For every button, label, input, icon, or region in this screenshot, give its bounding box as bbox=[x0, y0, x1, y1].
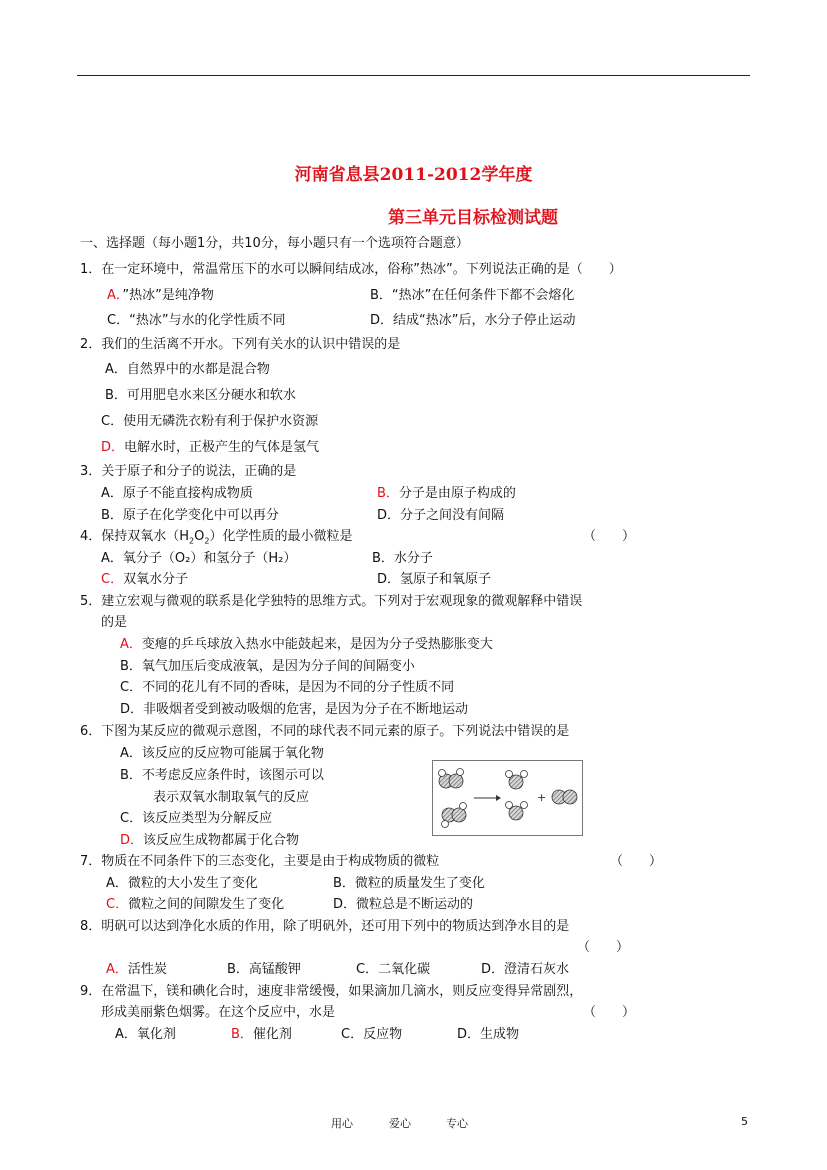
option-text: 原子在化学变化中可以再分 bbox=[122, 508, 279, 523]
question-1-option-c[interactable] bbox=[107, 313, 286, 329]
option-text: 水分子 bbox=[393, 551, 433, 566]
option-letter: A． bbox=[106, 962, 128, 977]
answer-parentheses: （ ） bbox=[583, 1005, 636, 1020]
option-text: 双氧水分子 bbox=[123, 572, 189, 587]
option-letter: A． bbox=[101, 486, 123, 501]
question-5-option-b[interactable] bbox=[120, 659, 415, 675]
option-text: 氧分子（O₂）和氢分子（H₂） bbox=[122, 551, 297, 566]
option-letter: D． bbox=[377, 572, 401, 587]
question-7-option-c[interactable] bbox=[106, 897, 284, 913]
question-2-option-d[interactable] bbox=[101, 440, 319, 456]
question-9-stem: 9．在常温下，镁和碘化合时，速度非常缓慢，如果滴加几滴水，则反应变得异常剧烈， bbox=[80, 984, 583, 999]
question-4-stem: 4．保持双氧水$(H_2O_2)$化学性质的最小微粒是 bbox=[80, 529, 353, 546]
question-9-option-b[interactable] bbox=[231, 1027, 292, 1043]
option-letter: B． bbox=[231, 1027, 253, 1042]
option-text: 高锰酸钾 bbox=[248, 962, 301, 977]
question-6-option-c[interactable] bbox=[120, 811, 272, 827]
option-letter: D． bbox=[370, 313, 394, 328]
option-text: 活性炭 bbox=[127, 962, 167, 977]
question-3-option-a[interactable] bbox=[101, 486, 253, 502]
option-text: ”热冰”是纯净物 bbox=[122, 288, 214, 303]
question-2-option-a[interactable] bbox=[105, 362, 270, 378]
option-text: “热冰”在任何条件下都不会熔化 bbox=[391, 288, 575, 303]
option-text: 微粒之间的间隙发生了变化 bbox=[128, 897, 285, 912]
option-text: 变瘪的乒乓球放入热水中能鼓起来，是因为分子受热膨胀变大 bbox=[141, 637, 493, 652]
question-7-option-b[interactable] bbox=[333, 876, 485, 892]
question-9-option-d[interactable] bbox=[457, 1027, 519, 1043]
question-2-stem: 2．我们的生活离不开水。下列有关水的认识中错误的是 bbox=[80, 337, 401, 352]
option-text: 分子是由原子构成的 bbox=[398, 486, 516, 501]
option-letter: B． bbox=[333, 876, 355, 891]
option-text: 氢原子和氧原子 bbox=[400, 572, 492, 587]
question-3-option-b[interactable] bbox=[377, 486, 516, 502]
footer-motto-1: 用心 bbox=[331, 1117, 353, 1130]
question-5-option-a[interactable] bbox=[120, 637, 493, 653]
option-letter: B． bbox=[370, 288, 392, 303]
question-1-stem: 1．在一定环境中，常温常压下的水可以瞬间结成冰，俗称”热冰”。下列说法正确的是（ ） bbox=[80, 262, 622, 277]
option-text: 电解水时，正极产生的气体是氢气 bbox=[124, 440, 320, 455]
footer-motto-2: 爱心 bbox=[389, 1117, 411, 1130]
question-1-option-a[interactable] bbox=[107, 288, 214, 304]
question-4-option-c[interactable] bbox=[101, 572, 188, 588]
question-6-option-b-cont bbox=[153, 790, 309, 806]
question-1-option-b[interactable] bbox=[370, 288, 574, 304]
option-letter: B． bbox=[227, 962, 249, 977]
header-rule bbox=[77, 75, 750, 76]
option-text: 不考虑反应条件时，该图示可以 bbox=[141, 768, 324, 783]
option-letter: A． bbox=[120, 637, 142, 652]
option-letter: A． bbox=[106, 876, 128, 891]
question-6-option-d[interactable] bbox=[120, 833, 299, 849]
option-text: 使用无磷洗衣粉有利于保护水资源 bbox=[123, 414, 319, 429]
option-letter: D． bbox=[120, 833, 144, 848]
option-text: 该反应的反应物可能属于氧化物 bbox=[141, 746, 324, 761]
option-text: 表示双氧水制取氧气的反应 bbox=[153, 790, 310, 805]
question-9-stem-cont: 形成美丽紫色烟雾。在这个反应中，水是 bbox=[101, 1005, 336, 1020]
option-text: 结成“热冰”后，水分子停止运动 bbox=[393, 313, 576, 328]
option-text: 分子之间没有间隔 bbox=[400, 508, 505, 523]
option-text: 原子不能直接构成物质 bbox=[122, 486, 253, 501]
option-letter: A． bbox=[105, 362, 127, 377]
option-letter: B． bbox=[101, 508, 123, 523]
option-letter: C． bbox=[101, 572, 124, 587]
section-heading: 一、选择题（每小题1分，共10分，每小题只有一个选项符合题意） bbox=[80, 236, 469, 251]
question-3-option-d[interactable] bbox=[377, 508, 504, 524]
question-7-option-a[interactable] bbox=[106, 876, 258, 892]
option-letter: A． bbox=[120, 746, 142, 761]
answer-parentheses: （ ） bbox=[610, 854, 663, 869]
option-text: 该反应生成物都属于化合物 bbox=[143, 833, 300, 848]
option-text: 可用肥皂水来区分硬水和软水 bbox=[126, 388, 296, 403]
option-letter: C． bbox=[120, 680, 143, 695]
question-7-option-d[interactable] bbox=[333, 897, 473, 913]
option-text: 二氧化碳 bbox=[378, 962, 431, 977]
question-8-option-d[interactable] bbox=[481, 962, 569, 978]
option-letter: C． bbox=[107, 313, 130, 328]
answer-parentheses: （ ） bbox=[583, 529, 636, 544]
option-text: 生成物 bbox=[480, 1027, 520, 1042]
option-letter: B． bbox=[120, 659, 142, 674]
option-letter: D． bbox=[481, 962, 505, 977]
option-letter: D． bbox=[377, 508, 401, 523]
question-3-stem: 3．关于原子和分子的说法，正确的是 bbox=[80, 464, 297, 479]
option-text: 反应物 bbox=[363, 1027, 403, 1042]
option-letter: B． bbox=[372, 551, 394, 566]
question-6-stem: 6．下图为某反应的微观示意图，不同的球代表不同元素的原子。下列说法中错误的是 bbox=[80, 724, 570, 739]
question-6-option-b[interactable] bbox=[120, 768, 324, 784]
question-5-option-c[interactable] bbox=[120, 680, 454, 696]
option-letter: C． bbox=[341, 1027, 364, 1042]
option-letter: A． bbox=[107, 288, 123, 303]
question-9-option-c[interactable] bbox=[341, 1027, 402, 1043]
option-text: 不同的花儿有不同的香味，是因为不同的分子性质不同 bbox=[142, 680, 455, 695]
question-5-option-d[interactable] bbox=[120, 702, 468, 718]
question-6-option-a[interactable] bbox=[120, 746, 324, 762]
option-text: 澄清石灰水 bbox=[504, 962, 570, 977]
option-letter: C． bbox=[101, 414, 124, 429]
option-text: 该反应类型为分解反应 bbox=[142, 811, 273, 826]
question-4-option-a[interactable] bbox=[101, 551, 296, 567]
question-8-option-c[interactable] bbox=[356, 962, 430, 978]
option-letter: B． bbox=[120, 768, 142, 783]
question-8-stem: 8．明矾可以达到净化水质的作用，除了明矾外，还可用下列中的物质达到净水目的是 bbox=[80, 919, 570, 934]
document-title: 河南省息县2011-2012学年度 bbox=[294, 165, 533, 185]
option-letter: D． bbox=[120, 702, 144, 717]
option-text: 微粒的质量发生了变化 bbox=[354, 876, 485, 891]
document-subtitle: 第三单元目标检测试题 bbox=[388, 208, 558, 228]
option-letter: A． bbox=[101, 551, 123, 566]
question-2-option-b[interactable] bbox=[105, 388, 296, 404]
option-text: 催化剂 bbox=[252, 1027, 292, 1042]
option-letter: C． bbox=[356, 962, 379, 977]
option-letter: D． bbox=[101, 440, 125, 455]
question-8-option-b[interactable] bbox=[227, 962, 301, 978]
option-letter: D． bbox=[457, 1027, 481, 1042]
question-5-stem-cont: 的是 bbox=[101, 615, 128, 630]
option-letter: B． bbox=[105, 388, 127, 403]
question-1-option-d[interactable] bbox=[370, 313, 576, 329]
footer-motto-3: 专心 bbox=[446, 1117, 468, 1130]
option-letter: D． bbox=[333, 897, 357, 912]
reaction-diagram bbox=[432, 760, 583, 836]
option-letter: C． bbox=[120, 811, 143, 826]
question-3-option-c[interactable] bbox=[101, 508, 279, 524]
question-5-stem: 5．建立宏观与微观的联系是化学独特的思维方式。下列对于宏观现象的微观解释中错误 bbox=[80, 594, 583, 609]
option-text: 非吸烟者受到被动吸烟的危害，是因为分子在不断地运动 bbox=[143, 702, 469, 717]
option-text: 微粒总是不断运动的 bbox=[356, 897, 474, 912]
option-letter: B． bbox=[377, 486, 399, 501]
option-text: 氧化剂 bbox=[136, 1027, 176, 1042]
answer-parentheses: （ ） bbox=[577, 940, 630, 955]
product-molecule bbox=[552, 790, 577, 804]
question-2-option-c[interactable] bbox=[101, 414, 318, 430]
option-text: 氧气加压后变成液氧，是因为分子间的间隔变小 bbox=[141, 659, 415, 674]
plus-sign: + bbox=[537, 791, 547, 804]
option-text: 自然界中的水都是混合物 bbox=[126, 362, 270, 377]
question-7-stem: 7．物质在不同条件下的三态变化，主要是由于构成物质的微粒 bbox=[80, 854, 440, 869]
question-4-option-b[interactable] bbox=[372, 551, 433, 567]
question-8-option-a[interactable] bbox=[106, 962, 167, 978]
option-text: 微粒的大小发生了变化 bbox=[127, 876, 258, 891]
question-4-option-d[interactable] bbox=[377, 572, 491, 588]
option-letter: A． bbox=[115, 1027, 137, 1042]
page-number: 5 bbox=[741, 1115, 748, 1128]
option-text: “热冰”与水的化学性质不同 bbox=[129, 313, 286, 328]
option-letter: C． bbox=[106, 897, 129, 912]
question-9-option-a[interactable] bbox=[115, 1027, 176, 1043]
